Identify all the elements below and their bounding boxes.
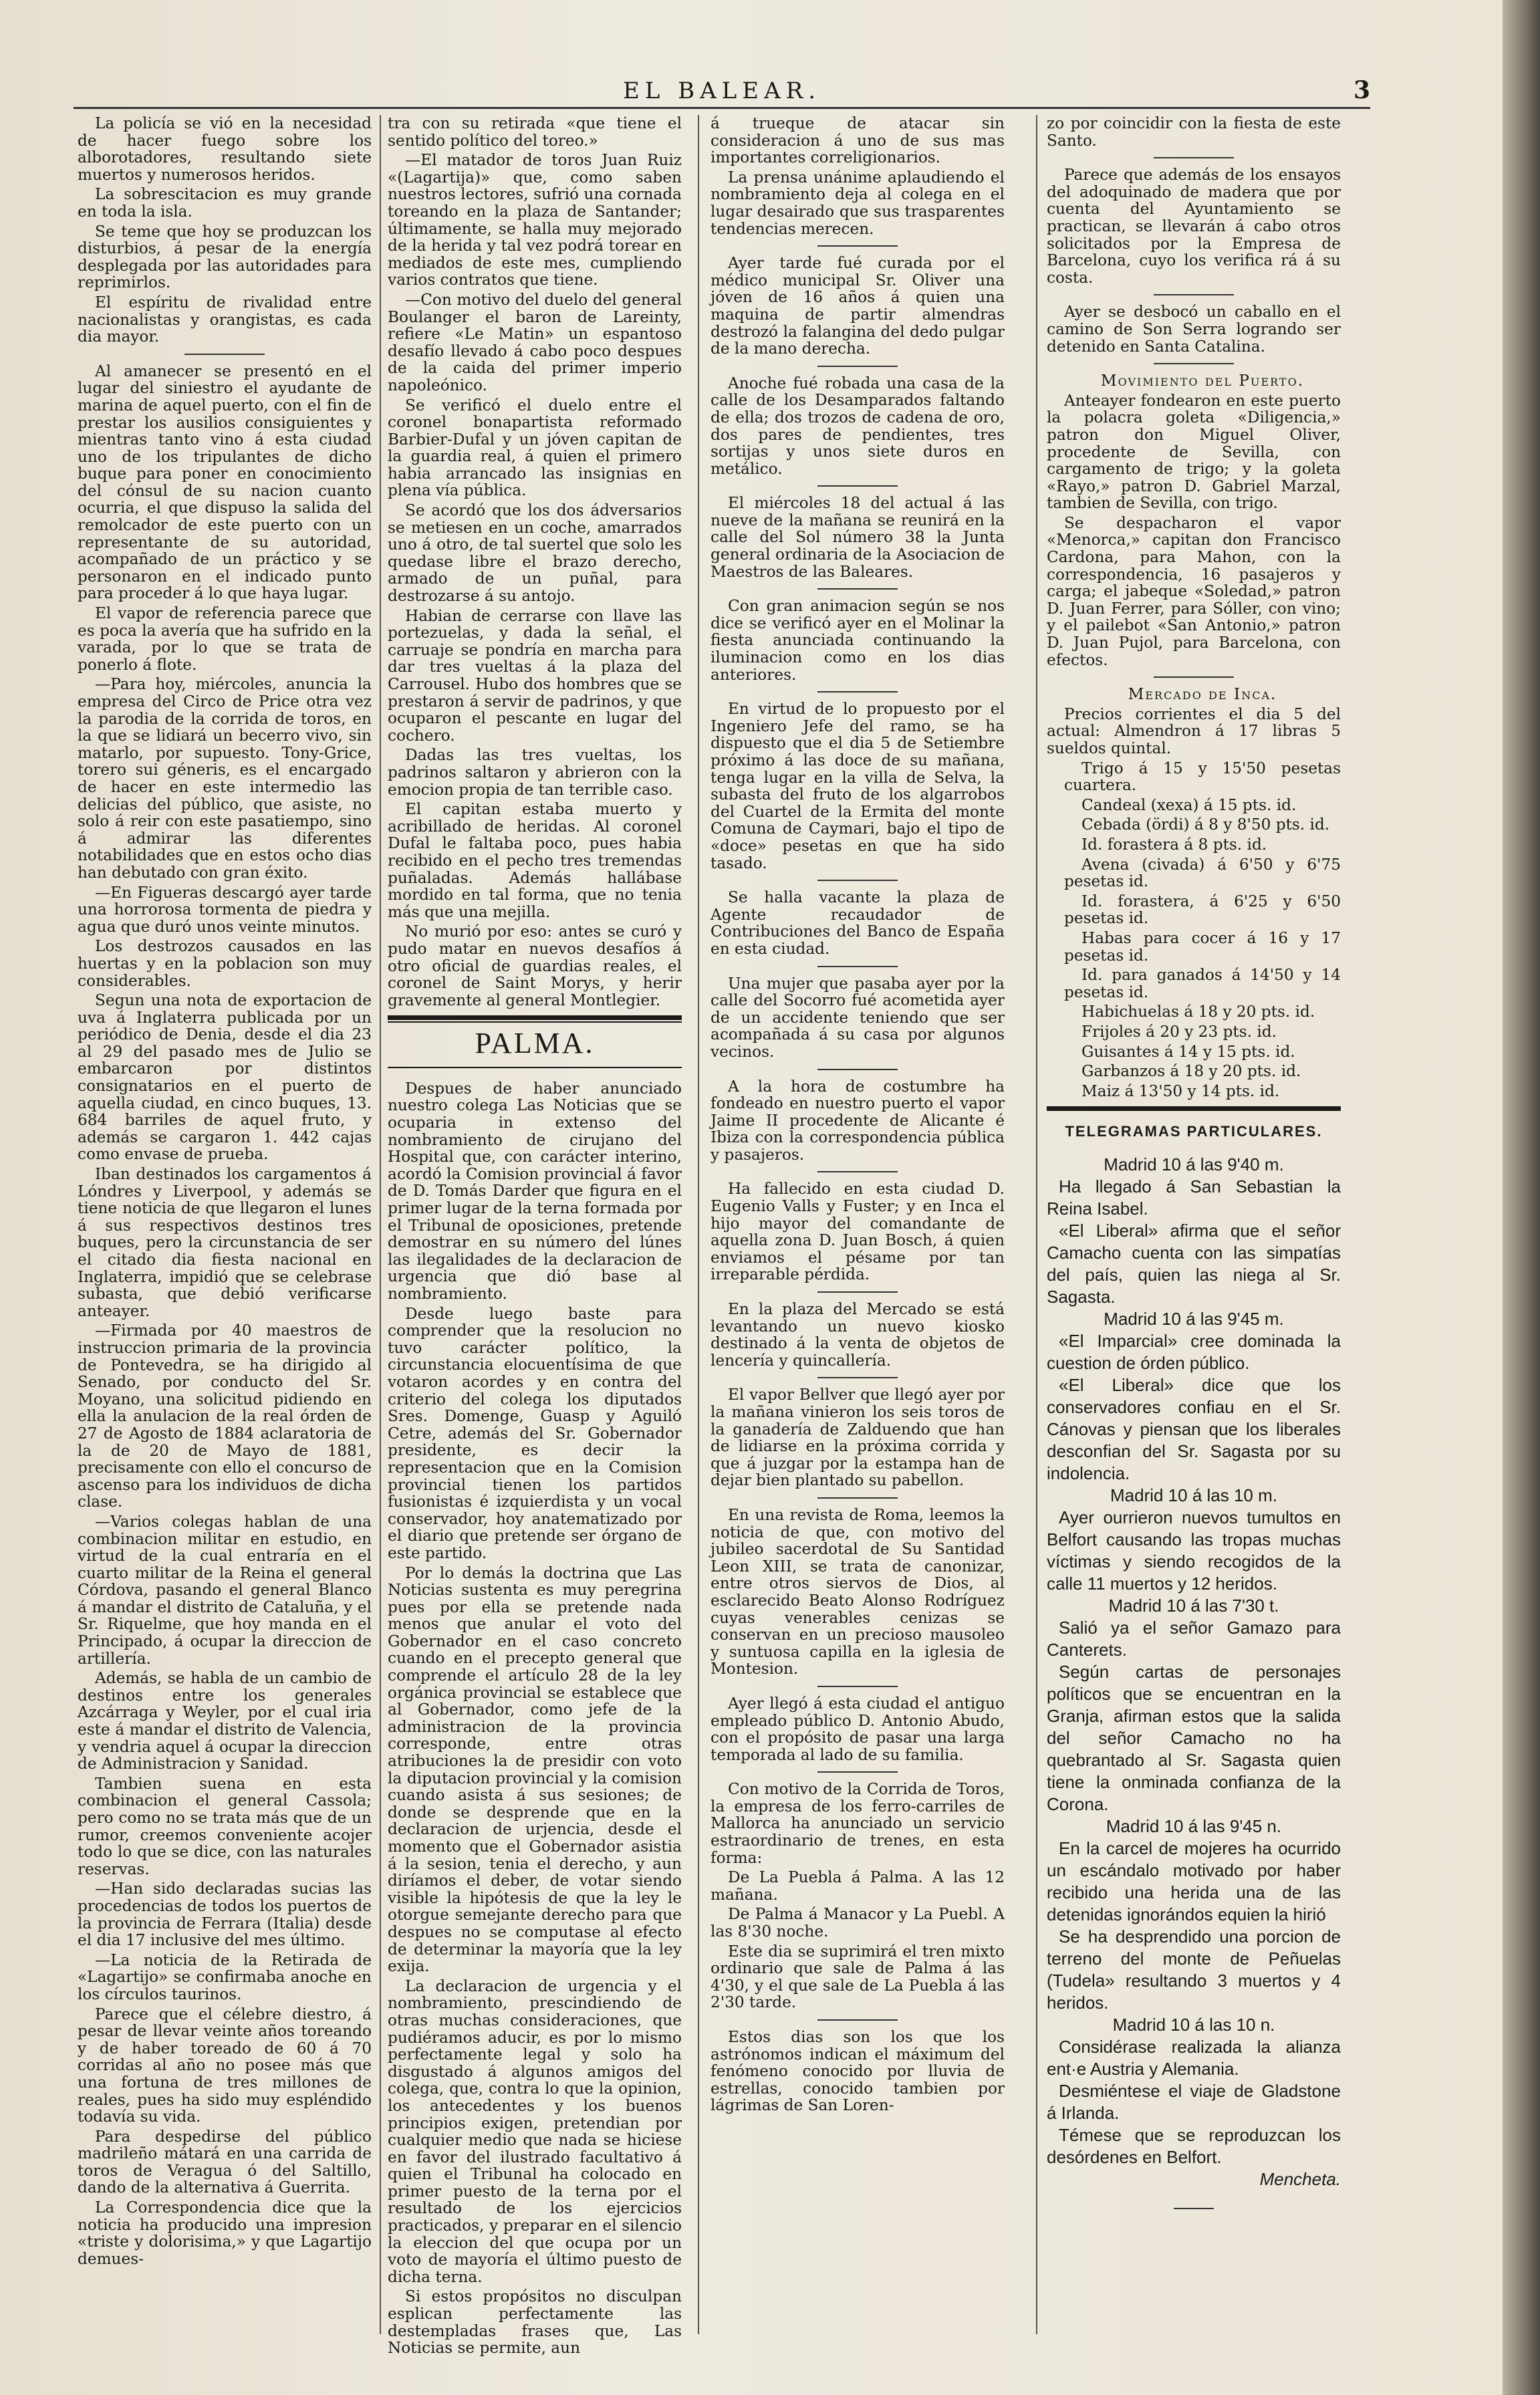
paragraph: Ayer llegó á esta ciudad el antiguo empleado público D. Antonio Abudo, con el propósito de pasar una larga temporada al lado de su familia.	[711, 1694, 1005, 1764]
telegram-text: Salió ya el señor Gamazo para Canterets.	[1047, 1617, 1341, 1660]
telegram-text: Según cartas de personajes políticos que se encuentran en la Granja, afirman estos que la salida del señor Camacho no ha quebrantado al Sr. Sagasta quien tiene la onminada confianza de la Corona.	[1047, 1661, 1341, 1814]
separator	[817, 1686, 898, 1687]
telegram-dateline: Madrid 10 á las 9'40 m.	[1104, 1154, 1284, 1174]
column-divider	[1036, 115, 1037, 2334]
paragraph: Para despedirse del público madrileño mátará en una carrida de toros de Veragua ó del Saltillo, dando de la alternativa á Guerrita.	[78, 2127, 372, 2197]
paragraph: Anoche fué robada una casa de la calle de los Desamparados faltando de ella; dos trozos de cadena de oro, dos pares de pendientes, tres sortijas y unos siete duros en metálico.	[711, 374, 1005, 478]
separator	[1154, 294, 1234, 295]
separator	[1154, 363, 1234, 364]
separator	[817, 1069, 898, 1070]
separator	[817, 366, 898, 367]
paragraph: El capitan estaba muerto y acribillado de heridas. Al coronel Dufal le faltaba poco, pues habia recibido en el pecho tres tremendas puñaladas. Además hallábase mordido en tal forma, que no tenia más que una mejilla.	[388, 800, 682, 921]
paragraph: En virtud de lo propuesto por el Ingeniero Jefe del ramo, se ha dispuesto que el dia 5 de Setiembre próximo á las doce de su mañana, tenga lugar en la villa de Selva, la subasta del fruto de los algarrobos del Cuartel de la Ermita del monte Comuna de Caymari, bajo el tipo de «doce» pesetas en que ha sido tasado.	[711, 700, 1005, 872]
paragraph: —Para hoy, miércoles, anuncia la empresa del Circo de Price otra vez la parodia de la corrida de toros, en la que se lidiará un becerro vivo, sin matarlo, por supuesto. Tony-Grice, torero sui géneris, es el encargado de hacer en este intermedio las delicias del público, que asiste, no solo á reir con este pasatiempo, sino á admirar las diferentes notabilidades que en estos ocho dias han debutado con gran éxito.	[78, 675, 372, 882]
paragraph: A la hora de costumbre ha fondeado en nuestro puerto el vapor Jaime II procedente de Alicante é Ibiza con la correspondencia pública y pasajeros.	[711, 1077, 1005, 1164]
telegram-dateline: Madrid 10 á las 10 m.	[1110, 1485, 1277, 1505]
column-divider	[380, 115, 381, 2334]
section-rule	[388, 1021, 682, 1023]
paragraph: á trueque de atacar sin consideracion á uno de sus mas importantes correligionarios.	[711, 114, 1005, 167]
price-list	[1047, 760, 1341, 1100]
end-rule	[1174, 2208, 1214, 2209]
page-header	[74, 72, 1370, 110]
header-rule	[74, 107, 1370, 109]
paragraph: Dadas las tres vueltas, los padrinos saltaron y abrieron con la emocion propia de tan terrible caso.	[388, 746, 682, 799]
telegram	[1047, 1815, 1341, 2014]
price-item: Avena (civada) á 6'50 y 6'75 pesetas id.	[1064, 855, 1341, 891]
separator	[817, 2019, 898, 2021]
paragraph: La declaracion de urgencia y el nombramiento, prescindiendo de otras muchas consideraciones, que pudiéramos aducir, es por lo mismo perfectamente legal y solo ha disgustado á algunos amigos del colega, que, contra lo que la opinion, los antecedentes y los buenos principios exigen, pretendian por cualquier medio que nada se hiciese en favor del ilustrado facultativo á quien el Tribunal ha colocado en primer puesto de la terna por el resultado de los ejercicios practicados, y preparar en el silencio la eleccion del que ocupa por un voto de mayoría el último puesto de dicha terna.	[388, 1977, 682, 2286]
paragraph: —En Figueras descargó ayer tarde una horrorosa tormenta de piedra y agua que duró unos veinte minutos.	[78, 883, 372, 936]
section-title-mercado: Mercado de Inca.	[1128, 685, 1277, 704]
price-item: Candeal (xexa) á 15 pts. id.	[1081, 795, 1297, 814]
paragraph: Desde luego baste para comprender que la resolucion no tuvo carácter político, la circunstancia elocuentísima de que votaron acordes y en contra del criterio del colega los diputados Sres. Domenge, Guasp y Aguiló Cetre, además del Sr. Gobernador presidente, es decir la representacion que en la Comision provincial tienen los partidos fusionistas é izquierdista y un vocal conservador, hoy anatematizado por el diario que pretende ser órgano de este partido.	[388, 1304, 682, 1562]
column-4	[1047, 115, 1341, 2341]
section-title-palma: PALMA.	[475, 1027, 595, 1060]
telegram	[1047, 1154, 1341, 1308]
separator	[817, 1377, 898, 1378]
price-item: Maiz á 13'50 y 14 pts. id.	[1081, 1082, 1280, 1100]
paragraph: Ayer tarde fué curada por el médico municipal Sr. Oliver una jóven de 16 años á quien una maquina de partir almendras destrozó la falangina del dedo pulgar de la mano derecha.	[711, 254, 1005, 358]
separator	[817, 1291, 898, 1293]
paragraph: Si estos propósitos no disculpan esplican perfectamente las destempladas frases que, Las Noticias se permite, aun	[388, 2287, 682, 2358]
paragraph: Los destrozos causados en las huertas y en la poblacion son muy considerables.	[78, 937, 372, 990]
page-number: 3	[1353, 76, 1370, 104]
paragraph: Anteayer fondearon en este puerto la polacra goleta «Diligencia,» patron don Miguel Oliver, procedente de Sevilla, con cargamento de trigo; y la goleta «Rayo,» patron D. Gabriel Marzal, tambien de Sevilla, con trigo.	[1047, 391, 1341, 513]
separator	[817, 245, 898, 247]
paragraph: Ayer se desbocó un caballo en el camino de Son Serra logrando ser detenido en Santa Catalina.	[1047, 303, 1341, 356]
section-title-puerto: Movimiento del Puerto.	[1100, 372, 1305, 390]
paragraph: El vapor de referencia parece que es poca la avería que ha sufrido en la varada, por lo que se trata de ponerlo á flote.	[78, 604, 372, 674]
telegram	[1047, 1595, 1341, 1815]
telegram-text: Ha llegado á San Sebastian la Reina Isabel.	[1047, 1176, 1341, 1219]
price-item: Frijoles á 20 y 23 pts. id.	[1081, 1022, 1277, 1041]
paragraph: Se verificó el duelo entre el coronel bonapartista reformado Barbier-Dufal y un jóven capitan de la guardia real, á quien el primero habia arrancado las insignias en plena vía pública.	[388, 396, 682, 500]
page-edge	[1503, 0, 1540, 2395]
paragraph: —Han sido declaradas sucias las procedencias de todos los puertos de la provincia de Ferrara (Italia) desde el dia 17 inclusive del mes último.	[78, 1880, 372, 1950]
price-item: Id. forastera á 8 pts. id.	[1081, 835, 1267, 854]
paragraph: El vapor Bellver que llegó ayer por la mañana vinieron los seis toros de la ganadería de Zalduendo que han de lidiarse en la próxima corrida y que á juzgar por la estampa han de dejar bien plantado su pabellon.	[711, 1386, 1005, 1490]
separator	[817, 1171, 898, 1172]
paragraph: Parece que el célebre diestro, á pesar de llevar veinte años toreando y de haber toreado de 60 á 70 corridas al año no posee más que una fortuna de tres millones de reales, pues ha sido muy espléndido todavía su vida.	[78, 2005, 372, 2126]
paragraph: Se halla vacante la plaza de Agente recaudador de Contribuciones del Banco de España en esta ciudad.	[711, 888, 1005, 958]
paragraph: No murió por eso: antes se curó y pudo matar en nuevos desafíos á otro oficial de guardias reales, el coronel de Saint Morys, y herir gravemente al general Montlegier.	[388, 922, 682, 1009]
price-item: Cebada (ördi) á 8 y 8'50 pts. id.	[1081, 815, 1330, 834]
telegram-text: «El Liberal» dice que los conservadores confiau en el Sr. Cánovas y piensan que los liberales desconfian del Sr. Sagasta por su indolencia.	[1047, 1374, 1341, 1483]
separator	[817, 1771, 898, 1773]
paragraph: Además, se habla de un cambio de destinos entre los generales Azcárraga y Weyler, por el cual iria este á mandar el distrito de Valencia, y vendria aquel á ocupar la direccion de Administracion y Sanidad.	[78, 1669, 372, 1773]
separator	[817, 485, 898, 487]
price-item: Garbanzos á 18 y 20 pts. id.	[1081, 1062, 1301, 1081]
telegram	[1047, 1485, 1341, 1595]
paragraph: Tambien suena en esta combinacion el general Cassola; pero como no se trata más que de un rumor, creemos conveniente acojer todo lo que se dice, con las naturales reservas.	[78, 1774, 372, 1878]
separator	[817, 1497, 898, 1499]
telegram-text: Considérase realizada la alianza ent·e Austria y Alemania.	[1047, 2036, 1341, 2079]
section-rule	[1047, 1106, 1341, 1111]
paragraph: —El matador de toros Juan Ruiz «(Lagartija)» que, como saben nuestros lectores, sufrió una cornada toreando en la plaza de Santander; últimamente, se halla muy mejorado de la herida y tal vez podrá torear en mediados de este mes, cumpliendo varios contratos que tiene.	[388, 151, 682, 289]
separator	[817, 588, 898, 590]
column-1	[78, 115, 372, 2341]
section-rule	[388, 1067, 682, 1068]
telegram	[1047, 2014, 1341, 2168]
paragraph: El espíritu de rivalidad entre nacionalistas y orangistas, es cada dia mayor.	[78, 293, 372, 346]
paragraph: Este dia se suprimirá el tren mixto ordinario que sale de Palma á las 4'30, y el que sale de La Puebla á las 2'30 tarde.	[711, 1942, 1005, 2012]
section-title-telegramas: TELEGRAMAS PARTICULARES.	[1065, 1123, 1323, 1140]
telegram-text: Ayer ourrieron nuevos tumultos en Belfort causando las tropas muchas víctimas y siendo recogidos de la calle 11 muertos y 12 heridos.	[1047, 1507, 1341, 1594]
paragraph: Habian de cerrarse con llave las portezuelas, y dada la señal, el carruaje se pondría en marcha para dar tres vueltas á la plaza del Carrousel. Hubo dos hombres que se prestaron á servir de padrinos, y que ocuparon el pescante en lugar del cochero.	[388, 606, 682, 745]
signature: Mencheta.	[1259, 2168, 1341, 2189]
price-item: Id. forastera, á 6'25 y 6'50 pesetas id.	[1064, 892, 1341, 928]
paragraph: La prensa unánime aplaudiendo el nombramiento deja al colega en el lugar desairado que sus trasparentes tendencias merecen.	[711, 168, 1005, 238]
telegram-text: Se ha desprendido una porcion de terreno del monte de Peñuelas (Tudela» resultando 3 muertos y 4 heridos.	[1047, 1926, 1341, 2013]
telegram	[1047, 1308, 1341, 1485]
price-item: Id. para ganados á 14'50 y 14 pesetas id.	[1064, 966, 1341, 1001]
column-3	[711, 115, 1005, 2341]
separator	[817, 691, 898, 692]
paragraph: En la plaza del Mercado se está levantando un nuevo kiosko destinado á la venta de objetos de lencería y quincallería.	[711, 1300, 1005, 1370]
price-item: Habas para cocer á 16 y 17 pesetas id.	[1064, 928, 1341, 965]
section-rule	[388, 1015, 682, 1020]
telegram-dateline: Madrid 10 á las 7'30 t.	[1108, 1595, 1279, 1616]
paragraph: La Correspondencia dice que la noticia ha producido una impresion «triste y dolorisima,» y que Lagartijo demues-	[78, 2198, 372, 2268]
paragraph: El miércoles 18 del actual á las nueve de la mañana se reunirá en la calle del Sol número 38 la Junta general ordinaria de la Asociacion de Maestros de las Baleares.	[711, 494, 1005, 581]
price-item: Habichuelas á 18 y 20 pts. id.	[1081, 1003, 1315, 1021]
paragraph: —Varios colegas hablan de una combinacion militar en estudio, en virtud de la cual entraría en el cuarto militar de la Reina el general Córdova, pasando el general Blanco á mandar el distrito de Cataluña, y el Sr. Riquelme, que hoy manda en el Principado, á ocupar la direccion de artillería.	[78, 1512, 372, 1668]
paragraph: Con motivo de la Corrida de Toros, la empresa de los ferro-carriles de Mallorca ha anunciado un servicio estraordinario de trenes, en esta forma:	[711, 1780, 1005, 1867]
separator	[184, 354, 265, 355]
masthead: EL BALEAR.	[622, 78, 821, 104]
paragraph: De La Puebla á Palma. A las 12 mañana.	[711, 1868, 1005, 1904]
telegram-text: «El Imparcial» cree dominada la cuestion de órden público.	[1047, 1330, 1341, 1373]
separator	[1154, 157, 1234, 158]
price-item: Trigo á 15 y 15'50 pesetas cuartera.	[1064, 759, 1341, 795]
paragraph: Estos dias son los que los astrónomos indican el máximum del fenómeno conocido por lluvia de estrellas, conocido tambien por lágrimas de San Loren-	[711, 2028, 1005, 2115]
separator	[817, 880, 898, 881]
telegram-text: En la carcel de mojeres ha ocurrido un escándalo motivado por haber recibido una herida una de las detenidas ignorándos equien la hirió	[1047, 1838, 1341, 1924]
paragraph: Ha fallecido en esta ciudad D. Eugenio Valls y Fuster; y en Inca el hijo mayor del comandante de aquella zona D. Juan Bosch, á quien enviamos el pésame por tan irreparable pérdida.	[711, 1180, 1005, 1284]
paragraph: Iban destinados los cargamentos á Lóndres y Liverpool, y además se tiene noticia de que llegaron el lunes á sus respectivos destinos tres buques, pero la circunstancia de ser el citado dia fiesta nacional en Inglaterra, impidió que se celebrase subasta, que debió verificarse anteayer.	[78, 1165, 372, 1320]
telegram-list	[1047, 1154, 1341, 2209]
paragraph: Al amanecer se presentó en el lugar del siniestro el ayudante de marina de aquel puerto, con el fin de prestar los ausilios consiguientes y mientras tanto vino á esta ciudad uno de los tripulantes de dicho buque para poner en conocimiento del cónsul de su nacion cuanto ocurria, el que dispuso la salida del remolcador de este puerto con un representante de su autoridad, acompañado de un práctico y se personaron en el indicado punto para proceder á lo que haya lugar.	[78, 362, 372, 603]
paragraph: La sobrescitacion es muy grande en toda la isla.	[78, 185, 372, 221]
paragraph: Se despacharon el vapor «Menorca,» capitan don Francisco Cardona, para Mahon, con la correspondencia, 16 pasajeros y carga; el jabeque «Soledad,» patron D. Juan Ferrer, para Sóller, con vino; y el pailebot «San Antonio,» patron D. Juan Pujol, para Barcelona, con efectos.	[1047, 513, 1341, 669]
telegram-dateline: Madrid 10 á las 9'45 m.	[1104, 1308, 1284, 1329]
telegram-dateline: Madrid 10 á las 9'45 n.	[1106, 1815, 1282, 1836]
paragraph: La policía se vió en la necesidad de hacer fuego sobre los alborotadores, resultando siete muertos y numerosos heridos.	[78, 114, 372, 184]
separator	[817, 966, 898, 967]
price-item: Guisantes á 14 y 15 pts. id.	[1081, 1042, 1295, 1061]
paragraph: —La noticia de la Retirada de «Lagartijo» se confirmaba anoche en los círculos taurinos.	[78, 1950, 372, 2003]
paragraph: De Palma á Manacor y La Puebl. A las 8'30 noche.	[711, 1905, 1005, 1941]
paragraph: —Con motivo del duelo del general Boulanger el baron de Lareinty, refiere «Le Matin» un espantoso desafío llevado á cabo poco despues de la caida del primer imperio napoleónico.	[388, 290, 682, 394]
paragraph: Con gran animacion según se nos dice se verificó ayer en el Molinar la fiesta anunciada continuando la iluminacion como en los dias anteriores.	[711, 597, 1005, 684]
paragraph: —Firmada por 40 maestros de instruccion primaria de la provincia de Pontevedra, se ha dirigido al Senado, por conducto del Sr. Moyano, una solicitud pidiendo en ella la anulacion de la real órden de 27 de Agosto de 1884 aclaratoria de la de 20 de Mayo de 1881, precisamente con ello el concurso de ascenso para los individuos de dicha clase.	[78, 1321, 372, 1511]
telegram-text: Desmiéntese el viaje de Gladstone á Irlanda.	[1047, 2080, 1341, 2123]
paragraph: Se acordó que los dos ádversarios se metiesen en un coche, amarrados uno á otro, de tal suertel que solo les quedase libre el brazo derecho, armado de un puñal, para destrozarse á su antojo.	[388, 501, 682, 606]
paragraph: tra con su retirada «que tiene el sentido político del toreo.»	[388, 114, 682, 150]
column-2	[388, 114, 682, 2358]
paragraph: Precios corrientes el dia 5 del actual: Almendron á 17 libras 5 sueldos quintal.	[1047, 705, 1341, 757]
paragraph: Segun una nota de exportacion de uva á Inglaterra publicada por un periódico de Denia, desde el dia 23 al 29 del pasado mes de Julio se embarcaron por distintos consignatarios en el puerto de aquella ciudad, en cinco buques, 13. 684 barriles de aquel fruto, y además se cargaron 1. 442 cajas como envase de prueba.	[78, 991, 372, 1164]
telegram-dateline: Madrid 10 á las 10 n.	[1112, 2014, 1275, 2035]
paragraph: Una mujer que pasaba ayer por la calle del Socorro fué acometida ayer de un accidente teniendo que ser acompañada á su casa por algunos vecinos.	[711, 974, 1005, 1061]
paragraph: zo por coincidir con la fiesta de este Santo.	[1047, 114, 1341, 150]
telegram-text: «El Liberal» afirma que el señor Camacho cuenta con las simpatías del país, quien las niega al Sr. Sagasta.	[1047, 1220, 1341, 1307]
paragraph: En una revista de Roma, leemos la noticia de que, con motivo del jubileo sacerdotal de Su Santidad Leon XIII, se trata de canonizar, entre otros siervos de Dios, al esclarecido Beato Alonso Rodríguez cuyas venerables cenizas se conservan en un precioso mausoleo y suntuosa capilla en la iglesia de Montesion.	[711, 1505, 1005, 1678]
telegram-text: Témese que se reproduzcan los desórdenes en Belfort.	[1047, 2124, 1341, 2167]
paragraph: Por lo demás la doctrina que Las Noticias sustenta es muy peregrina pues por ella se pretende nada menos que anular el voto del Gobernador en el caso concreto cuando en el precepto general que comprende el artículo 28 de la ley orgánica provincial se establece que al Gobernador, como jefe de la administracion de la provincia corresponde, entre otras atribuciones la de presidir con voto la diputacion provincial y la comision cuando asista á sus sesiones; de donde se desprende que en la declaracion de urjencia, desde el momento que el Gobernador asistia á la sesion, tenia el derecho, y aun diríamos el deber, de votar siendo visible la hipótesis de que la ley le otorgue semejante derecho para que despues no se computase al efecto de determinar la mayoría que la ley exija.	[388, 1563, 682, 1976]
separator	[1154, 676, 1234, 678]
paragraph: Parece que además de los ensayos del adoquinado de madera que por cuenta del Ayuntamiento se practican, se llevarán á cabo otros solicitados por la Empresa de Barcelona, cuyo los verifica rá á su costa.	[1047, 166, 1341, 287]
paragraph: Despues de haber anunciado nuestro colega Las Noticias que se ocuparia in extenso del nombramiento de cirujano del Hospital que, con carácter interino, acordó la Comision provincial á favor de D. Tomás Darder que figura en el primer lugar de la terna formada por el Tribunal de oposiciones, pretende demostrar en su número del lúnes las ilegalidades de la declaracion de urgencia que dió base al nombramiento.	[388, 1079, 682, 1303]
paragraph: Se teme que hoy se produzcan los disturbios, á pesar de la energía desplegada por las autoridades para reprimirlos.	[78, 222, 372, 292]
column-divider	[698, 115, 699, 2334]
